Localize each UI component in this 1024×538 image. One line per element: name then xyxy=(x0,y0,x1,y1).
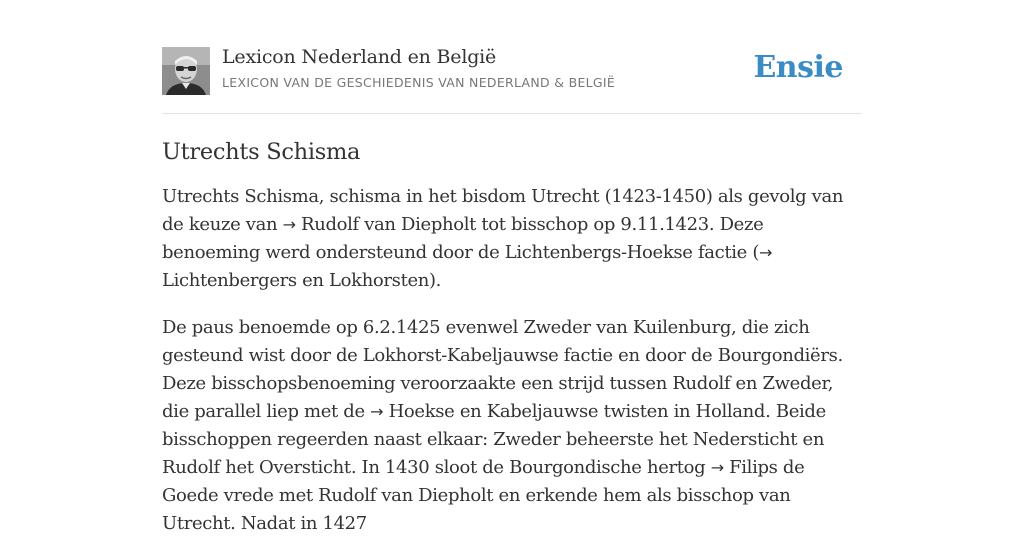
site-header xyxy=(162,46,862,114)
link-filips-de-goede[interactable]: Filips de Goede xyxy=(162,457,805,506)
text-segment: tot bisschop op 9.11.1423. Deze benoeming werd ondersteund door de Lichtenbergs-Hoekse factie ( xyxy=(162,214,764,263)
link-rudolf-van-diepholt[interactable]: Rudolf van Diepholt xyxy=(301,214,477,235)
link-hoekse-en-kabeljauwse-twisten[interactable]: Hoekse en Kabeljauwse twisten xyxy=(388,401,669,422)
text-segment: De paus benoemde op 6.2.1425 evenwel Zweder van Kuilenburg, die zich gesteund wist door de Lokhorst-Kabeljauwse factie en door de Bourgondiërs. Deze bisschopsbenoeming veroorzaakte een strijd tussen Rudolf en Zweder, die parallel liep met de xyxy=(162,317,843,422)
arrow-right-icon: → xyxy=(370,402,384,421)
text-segment: in Holland. Beide bisschoppen regeerden naast elkaar: Zweder beheerste het Nedersticht en Rudolf het Oversticht. In 1430 sloot de Bourgondische hertog xyxy=(162,401,826,478)
article-title: Utrechts Schisma xyxy=(162,139,361,165)
arrow-right-icon: → xyxy=(710,458,724,477)
arrow-right-icon: → xyxy=(759,243,773,262)
page xyxy=(162,0,862,538)
arrow-right-icon: → xyxy=(282,215,296,234)
site-subtitle: LEXICON VAN DE GESCHIEDENIS VAN NEDERLAND & BELGIË xyxy=(222,75,616,90)
paragraph xyxy=(162,183,862,295)
ensie-logo[interactable]: Ensie xyxy=(753,50,843,85)
paragraph xyxy=(162,314,862,538)
text-segment: ). xyxy=(429,270,442,291)
text-segment: Utrechts Schisma, schisma in het bisdom Utrecht (1423-1450) als gevolg van de keuze van xyxy=(162,186,844,235)
link-lichtenbergers-en-lokhorsten[interactable]: Lichtenbergers en Lokhorsten xyxy=(162,270,429,291)
site-title[interactable]: Lexicon Nederland en België xyxy=(222,46,497,68)
person-photo-icon xyxy=(162,47,210,95)
avatar[interactable] xyxy=(162,47,210,95)
article-body xyxy=(162,183,862,538)
text-segment: vrede met Rudolf van Diepholt en erkende hem als bisschop van Utrecht. Nadat in 1427 xyxy=(162,485,791,534)
